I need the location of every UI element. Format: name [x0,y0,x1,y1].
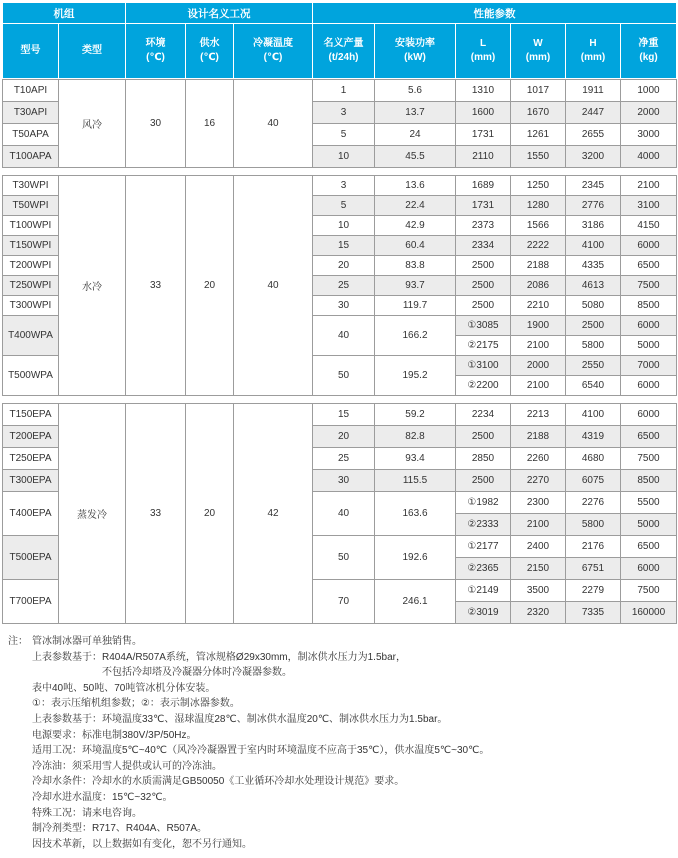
height-cell: 6540 [566,376,621,396]
height-cell: 2655 [566,124,621,146]
group-header-unit: 机组 [3,3,126,24]
capacity-cell: 70 [313,580,375,624]
height-cell: 1911 [566,80,621,102]
weight-cell: 7500 [621,276,677,296]
weight-cell: 8500 [621,296,677,316]
model-cell: T30WPI [3,176,59,196]
weight-cell: 7500 [621,448,677,470]
width-cell: 1280 [511,196,566,216]
weight-cell: 6500 [621,426,677,448]
weight-cell: 2000 [621,102,677,124]
note-line-7: 电源要求：标准电制380V/3P/50Hz。 [32,729,197,741]
power-cell: 22.4 [375,196,456,216]
supply-water-temp-cell: 20 [186,176,234,396]
column-header-2: 环境 (℃) [126,24,186,79]
length-cell: ②2333 [456,514,511,536]
water-cooled-block [2,175,677,396]
ambient-temp-cell: 33 [126,404,186,624]
weight-cell: 6500 [621,256,677,276]
height-cell: 2500 [566,316,621,336]
note-line-14: 因技术革新，以上数据如有变化，恕不另行通知。 [32,838,252,850]
model-cell: T30API [3,102,59,124]
capacity-cell: 10 [313,146,375,168]
note-line-3: 不包括冷却塔及冷凝器分体时冷凝器参数。 [102,667,292,679]
power-cell: 13.6 [375,176,456,196]
capacity-cell: 30 [313,470,375,492]
column-header-row [3,24,677,79]
width-cell: 2100 [511,376,566,396]
condensing-temp-cell: 42 [234,404,313,624]
height-cell: 5800 [566,514,621,536]
length-cell: ①1982 [456,492,511,514]
length-cell: 1310 [456,80,511,102]
width-cell: 2300 [511,492,566,514]
weight-cell: 3000 [621,124,677,146]
height-cell: 2776 [566,196,621,216]
height-cell: 4335 [566,256,621,276]
note-line-8: 适用工况：环境温度5℃~40℃（风冷冷凝器置于室内时环境温度不应高于35℃），供水温度5℃~30℃。 [32,745,490,757]
weight-cell: 5000 [621,514,677,536]
weight-cell: 2100 [621,176,677,196]
length-cell: ②2175 [456,336,511,356]
length-cell: 2500 [456,426,511,448]
width-cell: 1566 [511,216,566,236]
model-cell: T200EPA [3,426,59,448]
model-cell: T150EPA [3,404,59,426]
height-cell: 4319 [566,426,621,448]
height-cell: 2176 [566,536,621,558]
weight-cell: 6000 [621,316,677,336]
column-header-6: 安装功率 (kW) [375,24,456,79]
length-cell: 2234 [456,404,511,426]
column-header-10: 净重 (kg) [621,24,677,79]
height-cell: 3200 [566,146,621,168]
note-line-12: 特殊工况：请来电咨询。 [32,807,142,819]
height-cell: 2276 [566,492,621,514]
weight-cell: 5500 [621,492,677,514]
power-cell: 13.7 [375,102,456,124]
power-cell: 45.5 [375,146,456,168]
model-cell: T10API [3,80,59,102]
length-cell: 1731 [456,124,511,146]
width-cell: 2100 [511,336,566,356]
model-cell: T500EPA [3,536,59,580]
capacity-cell: 30 [313,296,375,316]
column-header-1: 类型 [59,24,126,79]
model-cell: T300WPI [3,296,59,316]
length-cell: ②2365 [456,558,511,580]
power-cell: 192.6 [375,536,456,580]
capacity-cell: 25 [313,448,375,470]
weight-cell: 8500 [621,470,677,492]
weight-cell: 5000 [621,336,677,356]
length-cell: 2500 [456,256,511,276]
model-cell: T400EPA [3,492,59,536]
weight-cell: 6000 [621,558,677,580]
width-cell: 1550 [511,146,566,168]
model-cell: T100WPI [3,216,59,236]
column-header-5: 名义产量 (t/24h) [313,24,375,79]
capacity-cell: 3 [313,176,375,196]
height-cell: 4680 [566,448,621,470]
power-cell: 115.5 [375,470,456,492]
capacity-cell: 10 [313,216,375,236]
power-cell: 195.2 [375,356,456,396]
width-cell: 2150 [511,558,566,580]
weight-cell: 4150 [621,216,677,236]
height-cell: 2279 [566,580,621,602]
width-cell: 2188 [511,256,566,276]
height-cell: 2550 [566,356,621,376]
weight-cell: 7500 [621,580,677,602]
condensing-temp-cell: 40 [234,176,313,396]
width-cell: 2188 [511,426,566,448]
length-cell: 2334 [456,236,511,256]
length-cell: 2110 [456,146,511,168]
cooling-type-cell: 风冷 [59,80,126,168]
width-cell: 3500 [511,580,566,602]
width-cell: 1261 [511,124,566,146]
power-cell: 42.9 [375,216,456,236]
capacity-cell: 5 [313,124,375,146]
supply-water-temp-cell: 16 [186,80,234,168]
capacity-cell: 40 [313,316,375,356]
power-cell: 5.6 [375,80,456,102]
power-cell: 166.2 [375,316,456,356]
capacity-cell: 15 [313,236,375,256]
length-cell: 2500 [456,296,511,316]
table-row [3,80,677,102]
capacity-cell: 20 [313,426,375,448]
width-cell: 1250 [511,176,566,196]
capacity-cell: 25 [313,276,375,296]
weight-cell: 6000 [621,236,677,256]
note-line-9: 冷冻油：须采用雪人提供或认可的冷冻油。 [32,760,222,772]
capacity-cell: 20 [313,256,375,276]
table-row [3,404,677,426]
ambient-temp-cell: 33 [126,176,186,396]
height-cell: 2345 [566,176,621,196]
length-cell: 1731 [456,196,511,216]
note-line-4: 表中40吨、50吨、70吨管冰机分体安装。 [32,682,216,694]
air-cooled-block [2,79,677,168]
model-cell: T50WPI [3,196,59,216]
note-line-2: 上表参数基于：R404A/R507A系统，管冰规格Ø29x30mm，制冰供水压力为1.5bar， [32,651,406,663]
note-line-6: 上表参数基于：环境温度33℃、湿球温度28℃、制冰供水温度20℃、制冰供水压力为1.5bar。 [32,713,448,725]
capacity-cell: 40 [313,492,375,536]
spec-table-header [2,2,677,79]
width-cell: 2400 [511,536,566,558]
model-cell: T50APA [3,124,59,146]
weight-cell: 3100 [621,196,677,216]
weight-cell: 160000 [621,602,677,624]
column-header-8: W (mm) [511,24,566,79]
power-cell: 83.8 [375,256,456,276]
width-cell: 2213 [511,404,566,426]
evaporative-cooled-block [2,403,677,624]
length-cell: 2500 [456,276,511,296]
width-cell: 2210 [511,296,566,316]
height-cell: 6075 [566,470,621,492]
condensing-temp-cell: 40 [234,80,313,168]
width-cell: 2000 [511,356,566,376]
width-cell: 2320 [511,602,566,624]
height-cell: 5080 [566,296,621,316]
length-cell: 2373 [456,216,511,236]
ambient-temp-cell: 30 [126,80,186,168]
height-cell: 5800 [566,336,621,356]
capacity-cell: 1 [313,80,375,102]
capacity-cell: 5 [313,196,375,216]
weight-cell: 1000 [621,80,677,102]
length-cell: ②3019 [456,602,511,624]
height-cell: 7335 [566,602,621,624]
supply-water-temp-cell: 20 [186,404,234,624]
weight-cell: 4000 [621,146,677,168]
width-cell: 2222 [511,236,566,256]
height-cell: 4100 [566,404,621,426]
length-cell: 1600 [456,102,511,124]
power-cell: 59.2 [375,404,456,426]
model-cell: T200WPI [3,256,59,276]
length-cell: 1689 [456,176,511,196]
capacity-cell: 3 [313,102,375,124]
height-cell: 3186 [566,216,621,236]
group-header-design-conditions: 设计名义工况 [126,3,313,24]
length-cell: ②2200 [456,376,511,396]
model-cell: T700EPA [3,580,59,624]
length-cell: ①3100 [456,356,511,376]
note-line-5: ①：表示压缩机组参数；②：表示制冰器参数。 [32,698,240,710]
model-cell: T250EPA [3,448,59,470]
group-header-row [3,3,677,24]
table-row [3,176,677,196]
width-cell: 2260 [511,448,566,470]
height-cell: 4613 [566,276,621,296]
length-cell: ①2177 [456,536,511,558]
height-cell: 4100 [566,236,621,256]
power-cell: 82.8 [375,426,456,448]
note-line-1: 管冰制冰器可单独销售。 [32,636,142,647]
notes-lines [32,634,489,852]
weight-cell: 6000 [621,404,677,426]
group-header-performance: 性能参数 [313,3,677,24]
model-cell: T500WPA [3,356,59,396]
power-cell: 24 [375,124,456,146]
column-header-0: 型号 [3,24,59,79]
note-line-10: 冷却水条件：冷却水的水质需满足GB50050《工业循环冷却水处理设计规范》要求。 [32,776,405,788]
model-cell: T300EPA [3,470,59,492]
weight-cell: 6000 [621,376,677,396]
length-cell: ①3085 [456,316,511,336]
column-header-7: L (mm) [456,24,511,79]
model-cell: T150WPI [3,236,59,256]
model-cell: T400WPA [3,316,59,356]
width-cell: 2086 [511,276,566,296]
width-cell: 1670 [511,102,566,124]
note-line-11: 冷却水进水温度：15℃~32℃。 [32,791,173,803]
width-cell: 2270 [511,470,566,492]
height-cell: 2447 [566,102,621,124]
notes-label: 注： [8,636,28,647]
power-cell: 93.4 [375,448,456,470]
note-line-13: 制冷剂类型：R717、R404A、R507A。 [32,823,208,835]
width-cell: 2100 [511,514,566,536]
weight-cell: 6500 [621,536,677,558]
power-cell: 246.1 [375,580,456,624]
height-cell: 6751 [566,558,621,580]
cooling-type-cell: 蒸发冷 [59,404,126,624]
weight-cell: 7000 [621,356,677,376]
power-cell: 60.4 [375,236,456,256]
cooling-type-cell: 水冷 [59,176,126,396]
power-cell: 119.7 [375,296,456,316]
column-header-9: H (mm) [566,24,621,79]
capacity-cell: 50 [313,536,375,580]
power-cell: 163.6 [375,492,456,536]
length-cell: 2850 [456,448,511,470]
power-cell: 93.7 [375,276,456,296]
capacity-cell: 15 [313,404,375,426]
column-header-3: 供水 (℃) [186,24,234,79]
model-cell: T250WPI [3,276,59,296]
length-cell: 2500 [456,470,511,492]
length-cell: ①2149 [456,580,511,602]
notes [2,634,676,852]
column-header-4: 冷凝温度 (℃) [234,24,313,79]
capacity-cell: 50 [313,356,375,396]
width-cell: 1017 [511,80,566,102]
model-cell: T100APA [3,146,59,168]
width-cell: 1900 [511,316,566,336]
